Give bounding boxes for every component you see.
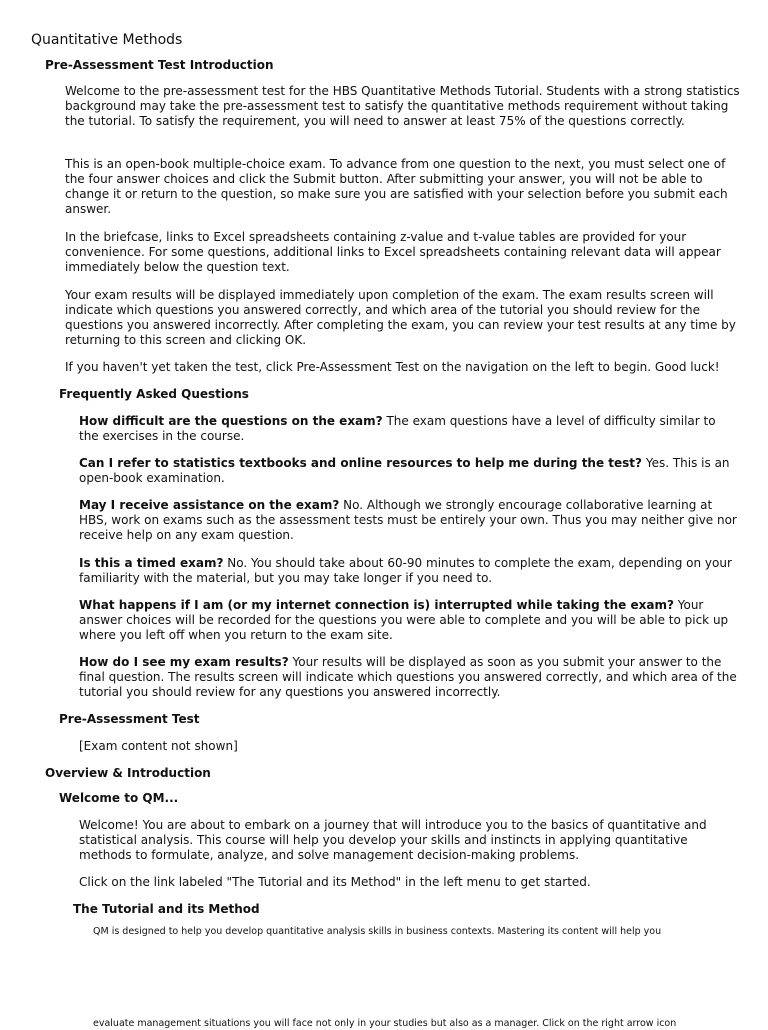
- faq-question: May I receive assistance on the exam?: [79, 498, 340, 512]
- tutorial-text-line: evaluate management situations you will face not only in your studies but also as a manager. Click on the right arrow icon: [93, 1018, 677, 1029]
- intro-heading: Pre-Assessment Test Introduction: [45, 58, 274, 72]
- tutorial-heading: The Tutorial and its Method: [73, 902, 260, 916]
- faq-item: [79, 414, 739, 444]
- faq-item: [79, 498, 739, 543]
- faq-item: [79, 456, 739, 486]
- faq-item: [79, 655, 739, 700]
- faq-item: [79, 556, 739, 586]
- faq-question: How difficult are the questions on the exam?: [79, 414, 383, 428]
- intro-paragraph: If you haven't yet taken the test, click Pre-Assessment Test on the navigation on the left to begin. Good luck!: [65, 360, 720, 374]
- document-title: Quantitative Methods: [31, 32, 183, 48]
- intro-paragraph: Welcome to the pre-assessment test for the HBS Quantitative Methods Tutorial. Students with a strong statistics background may take the pre-assessment test to satisfy the quantitative methods requirement without taking the tutorial. To satisfy the requirement, you will need to answer at least 75% of the questions correctly.: [65, 84, 740, 128]
- faq-answer: No. You should take about 60-90 minutes to complete the exam, depending on your familiarity with the material, but you may take longer if you need to.: [79, 556, 732, 585]
- faq-question: Is this a timed exam?: [79, 556, 224, 570]
- faq-question: Can I refer to statistics textbooks and online resources to help me during the test?: [79, 456, 643, 470]
- intro-paragraph: This is an open-book multiple-choice exam. To advance from one question to the next, you must select one of the four answer choices and click the Submit button. After submitting your answer, you will not be able to change it or return to the question, so make sure you are satisfied with your selection before you submit each answer.: [65, 157, 728, 216]
- tutorial-text-line: QM is designed to help you develop quantitative analysis skills in business contexts. Mastering its content will help you: [93, 926, 662, 937]
- faq-answer: The exam questions have a level of difficulty similar to the exercises in the course.: [79, 414, 716, 443]
- faq-answer: Yes. This is an open-book examination.: [79, 456, 730, 485]
- faq-answer: Your results will be displayed as soon as you submit your answer to the final question. The results screen will indicate which questions you answered correctly, and which area of the tutorial you should review for any questions you answered incorrectly.: [79, 655, 737, 699]
- faq-heading: Frequently Asked Questions: [59, 387, 249, 401]
- welcome-paragraph: Click on the link labeled "The Tutorial and its Method" in the left menu to get started.: [79, 875, 591, 889]
- faq-question: How do I see my exam results?: [79, 655, 289, 669]
- pretest-heading: Pre-Assessment Test: [59, 712, 200, 726]
- pretest-note: [Exam content not shown]: [79, 739, 238, 753]
- faq-answer: No. Although we strongly encourage collaborative learning at HBS, work on exams such as the assessment tests must be entirely your own. Thus you may neither give nor receive help on any exam question.: [79, 498, 737, 542]
- intro-paragraph: In the briefcase, links to Excel spreadsheets containing z-value and t-value tables are provided for your convenience. For some questions, additional links to Excel spreadsheets containing relevant data will appear immediately below the question text.: [65, 230, 721, 274]
- welcome-paragraph: Welcome! You are about to embark on a journey that will introduce you to the basics of quantitative and statistical analysis. This course will help you develop your skills and instincts in applying quantitative methods to formulate, analyze, and solve management decision-making problems.: [79, 818, 707, 862]
- faq-question: What happens if I am (or my internet connection is) interrupted while taking the exam?: [79, 598, 674, 612]
- faq-answer: Your answer choices will be recorded for the questions you were able to complete and you will be able to pick up where you left off when you return to the exam site.: [79, 598, 729, 642]
- faq-item: [79, 598, 739, 643]
- intro-paragraph: Your exam results will be displayed immediately upon completion of the exam. The exam results screen will indicate which questions you answered correctly, and which area of the tutorial you should review for the questions you answered incorrectly. After completing the exam, you can review your test results at any time by returning to this screen and clicking OK.: [65, 288, 736, 347]
- welcome-heading: Welcome to QM...: [59, 791, 179, 805]
- overview-heading: Overview & Introduction: [45, 766, 211, 780]
